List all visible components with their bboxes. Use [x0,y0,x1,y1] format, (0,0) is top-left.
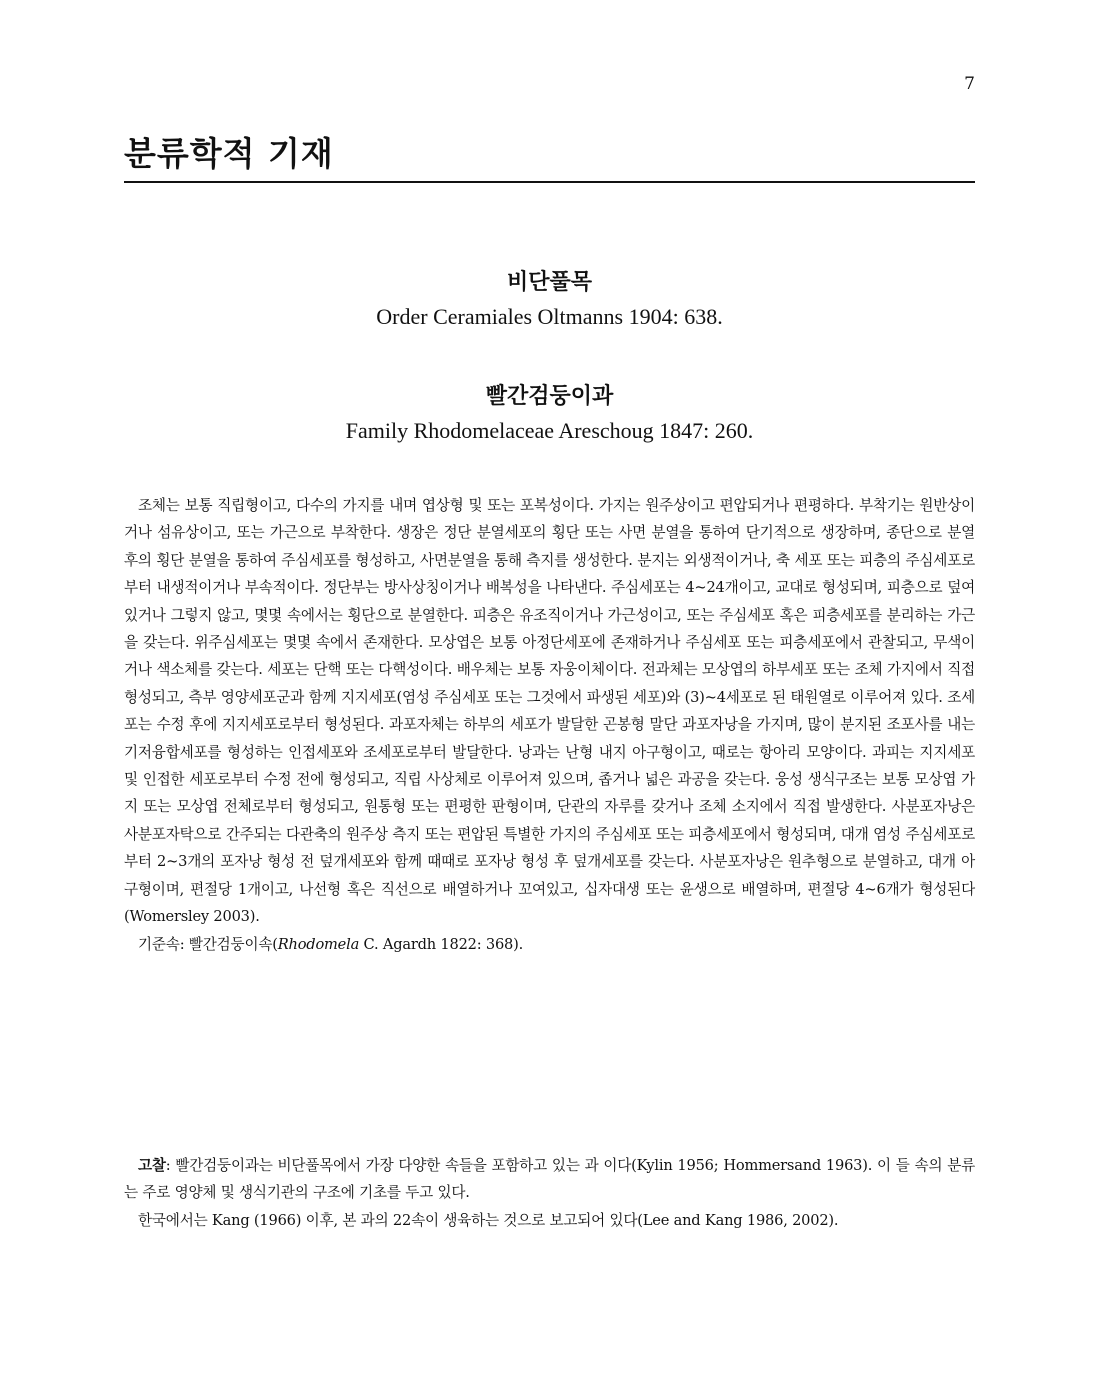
description-paragraph: 조체는 보통 직립형이고, 다수의 가지를 내며 엽상형 및 또는 포복성이다. 가지는 원주상이고 편압되거나 편평하다. 부착기는 원반상이거나 섬유상이고, 또는 가근으로 부착한다. 생장은 정단 분열세포의 횡단 또는 사면 분열을 통하여 단기적으로 생장하며, 종단으로 분열 후의 횡단 분열을 통하여 주심세포를 형성하고, 사면분열을 통해 측지를 생성한다. 분지는 외생적이거나, 축 세포 또는 피층의 주심세포로부터 내생적이거나 부속적이다. 정단부는 방사상칭이거나 배복성을 나타낸다. 주심세포는 4~24개이고, 교대로 형성되며, 피층으로 덮여있거나 그렇지 않고, 몇몇 속에서는 횡단으로 분열한다. 피층은 유조직이거나 가근성이고, 또는 주심세포 혹은 피층세포를 분리하는 가근을 갖는다. 위주심세포는 몇몇 속에서 존재한다. 모상엽은 보통 아정단세포에 존재하거나 주심세포 또는 피층세포에서 관찰되고, 무색이거나 색소체를 갖는다. 세포는 단핵 또는 다핵성이다. 배우체는 보통 자웅이체이다. 전과체는 모상엽의 하부세포 또는 조체 가지에서 직접 형성되고, 측부 영양세포군과 함께 지지세포(염성 주심세포 또는 그것에서 파생된 세포)와 (3)~4세포로 된 태원열로 이루어져 있다. 조세포는 수정 후에 지지세포로부터 형성된다. 과포자체는 하부의 세포가 발달한 곤봉형 말단 과포자낭을 가지며, 많이 분지된 조포사를 내는 기저융합세포를 형성하는 인접세포와 조세포로부터 발달한다. 낭과는 난형 내지 아구형이고, 때로는 항아리 모양이다. 과피는 지지세포 및 인접한 세포로부터 수정 전에 형성되고, 직립 사상체로 이루어져 있으며, 좁거나 넓은 과공을 갖는다. 웅성 생식구조는 보통 모상엽 가지 또는 모상엽 전체로부터 형성되고, 원통형 또는 편평한 판형이며, 단관의 자루를 갖거나 조체 소지에서 직접 발생한다. 사분포자낭은 사분포자탁으로 간주되는 다관축의 원주상 측지 또는 편압된 특별한 가지의 주심세포 또는 피층세포에서 형성되며, 대개 염성 주심세포로부터 2~3개의 포자낭 형성 전 덮개세포와 함께 때때로 포자낭 형성 후 덮개세포를 갖는다. 사분포자낭은 원추형으로 분열하고, 대개 아구형이며, 편절당 1개이고, 나선형 혹은 직선으로 배열하거나 꼬여있고, 십자대생 또는 윤생으로 배열하며, 편절당 4~6개가 형성된다(Womersley 2003). [124,497,975,926]
order-latin-name: Order Ceramiales Oltmanns 1904: 638. [376,304,723,329]
family-description [124,492,975,958]
type-genus-line [124,931,975,958]
type-genus-suffix: C. Agardh 1822: 368). [359,935,524,953]
remarks-label: 고찰 [138,1157,166,1174]
korea-record-paragraph: 한국에서는 Kang (1966) 이후, 본 과의 22속이 생육하는 것으로 보고되어 있다(Lee and Kang 1986, 2002). [138,1211,839,1229]
family-korean-name: 빨간검둥이과 [485,384,614,409]
type-genus-prefix: 기준속: 빨간검둥이속( [138,935,278,953]
remarks-text: : 빨간검둥이과는 비단풀목에서 가장 다양한 속들을 포함하고 있는 과 이다(Kylin 1956; Hommersand 1963). 이 들 속의 분류는 주로 영양체 및 생식기관의 구조에 기초를 두고 있다. [124,1157,975,1202]
remarks-section [124,1152,975,1234]
family-heading [124,380,975,448]
family-latin-name: Family Rhodomelaceae Areschoug 1847: 260. [345,418,754,443]
type-genus-name: Rhodomela [277,935,360,953]
remarks-paragraph [124,1152,975,1207]
order-korean-name: 비단풀목 [506,270,592,295]
chapter-title: 분류학적 기재 [124,128,975,183]
order-heading [124,266,975,334]
page-number: 7 [964,74,975,94]
